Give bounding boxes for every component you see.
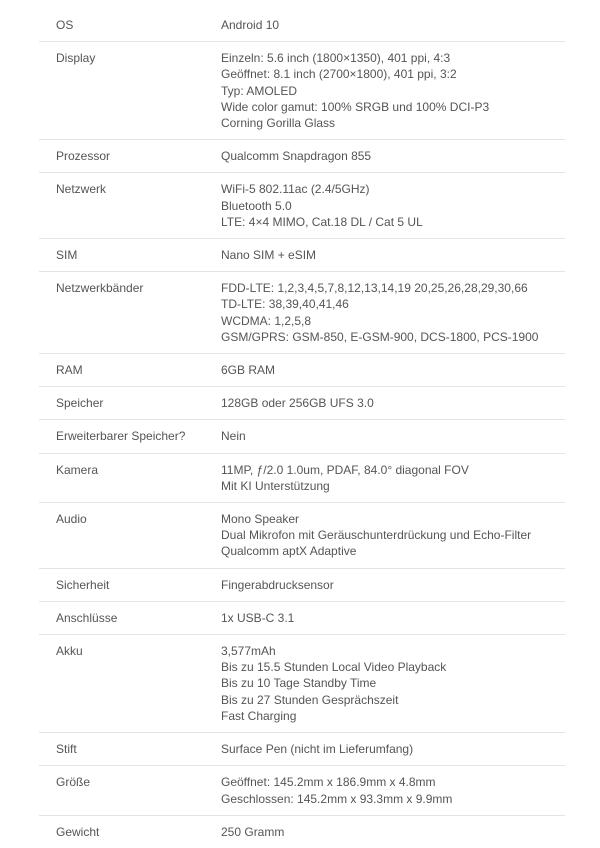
spec-value-line: Qualcomm Snapdragon 855: [221, 149, 372, 164]
spec-row: [39, 453, 565, 502]
spec-value: [221, 272, 565, 354]
spec-label: Größe: [56, 775, 91, 790]
spec-label: Erweiterbarer Speicher?: [56, 429, 186, 444]
spec-value: [221, 354, 565, 387]
spec-value: [221, 9, 565, 42]
spec-value: [221, 635, 565, 733]
spec-row: [39, 387, 565, 420]
spec-label: Speicher: [56, 396, 104, 411]
spec-row: [39, 503, 565, 569]
spec-value-line: Android 10: [221, 18, 280, 32]
spec-value-line: Dual Mikrofon mit Geräuschunterdrückung und Echo-Filter: [221, 528, 532, 543]
spec-row: [39, 601, 565, 634]
spec-label: Gewicht: [56, 824, 100, 839]
spec-value-line: Bis zu 15.5 Stunden Local Video Playback: [221, 660, 447, 675]
spec-value: [221, 173, 565, 239]
spec-value-line: Nano SIM + eSIM: [221, 248, 317, 263]
spec-value: [221, 453, 565, 502]
spec-row: [39, 766, 565, 815]
spec-value: [221, 42, 565, 140]
spec-label: RAM: [56, 363, 83, 378]
spec-row: [39, 420, 565, 453]
spec-label: SIM: [56, 248, 78, 263]
spec-value-line: WiFi-5 802.11ac (2.4/5GHz): [221, 182, 370, 197]
spec-value-line: LTE: 4×4 MIMO, Cat.18 DL / Cat 5 UL: [221, 214, 423, 229]
spec-value: [221, 766, 565, 815]
spec-label: Anschlüsse: [56, 610, 118, 625]
spec-value: [221, 503, 565, 569]
spec-value-line: WCDMA: 1,2,5,8: [221, 313, 312, 328]
spec-value: [221, 239, 565, 272]
spec-value-line: 6GB RAM: [221, 363, 276, 378]
spec-value: [221, 387, 565, 420]
spec-value-line: TD-LTE: 38,39,40,41,46: [221, 297, 349, 312]
spec-label: Display: [56, 51, 96, 66]
spec-value-line: Geöffnet: 8.1 inch (2700×1800), 401 ppi, 3:2: [221, 67, 457, 82]
spec-label: Stift: [56, 742, 77, 757]
spec-value: [221, 140, 565, 173]
spec-value: [221, 815, 565, 848]
spec-value-line: Nein: [221, 429, 246, 444]
spec-value: [221, 601, 565, 634]
spec-value-line: Bis zu 10 Tage Standby Time: [221, 676, 377, 691]
spec-value-line: Fingerabdrucksensor: [221, 577, 334, 592]
spec-value-line: Einzeln: 5.6 inch (1800×1350), 401 ppi, 4:3: [221, 51, 451, 66]
spec-row: [39, 354, 565, 387]
spec-row: [39, 635, 565, 733]
spec-label: Audio: [56, 512, 87, 527]
spec-value-line: Qualcomm aptX Adaptive: [221, 544, 357, 559]
spec-label: Netzwerk: [56, 182, 107, 197]
spec-value-line: 250 Gramm: [221, 824, 285, 839]
spec-label: Kamera: [56, 462, 99, 477]
spec-value-line: Bis zu 27 Stunden Gesprächszeit: [221, 692, 399, 707]
spec-value-line: FDD-LTE: 1,2,3,4,5,7,8,12,13,14,19 20,25,26,28,29,30,66: [221, 281, 528, 296]
spec-label: Sicherheit: [56, 577, 110, 592]
spec-label: Akku: [56, 644, 83, 659]
spec-row: [39, 173, 565, 239]
spec-value-line: 3,577mAh: [221, 644, 276, 659]
spec-label: Prozessor: [56, 149, 111, 164]
spec-table: [39, 9, 565, 848]
spec-value-line: Geöffnet: 145.2mm x 186.9mm x 4.8mm: [221, 775, 436, 790]
spec-table-body: [39, 9, 565, 848]
spec-value-line: 1x USB-C 3.1: [221, 610, 295, 625]
spec-value-line: Mono Speaker: [221, 512, 300, 527]
spec-value-line: Typ: AMOLED: [221, 83, 298, 98]
spec-value-line: 11MP, ƒ/2.0 1.0um, PDAF, 84.0° diagonal FOV: [221, 462, 469, 477]
spec-row: [39, 272, 565, 354]
spec-value-line: Mit KI Unterstützung: [221, 478, 330, 493]
spec-row: [39, 568, 565, 601]
spec-value-line: GSM/GPRS: GSM-850, E-GSM-900, DCS-1800, PCS-1900: [221, 329, 539, 344]
spec-value-line: 128GB oder 256GB UFS 3.0: [221, 396, 374, 411]
spec-value-line: Surface Pen (nicht im Lieferumfang): [221, 742, 414, 757]
spec-value: [221, 733, 565, 766]
spec-row: [39, 815, 565, 848]
spec-value: [221, 568, 565, 601]
spec-value-line: Fast Charging: [221, 708, 297, 723]
spec-value-line: Corning Gorilla Glass: [221, 116, 336, 131]
spec-row: [39, 9, 565, 42]
spec-label: Netzwerkbänder: [56, 281, 144, 296]
spec-value: [221, 420, 565, 453]
spec-value-line: Bluetooth 5.0: [221, 198, 292, 213]
spec-row: [39, 140, 565, 173]
spec-value-line: Geschlossen: 145.2mm x 93.3mm x 9.9mm: [221, 791, 453, 806]
spec-row: [39, 42, 565, 140]
spec-row: [39, 239, 565, 272]
spec-row: [39, 733, 565, 766]
spec-value-line: Wide color gamut: 100% SRGB und 100% DCI-P3: [221, 99, 490, 114]
spec-label: OS: [56, 18, 74, 32]
